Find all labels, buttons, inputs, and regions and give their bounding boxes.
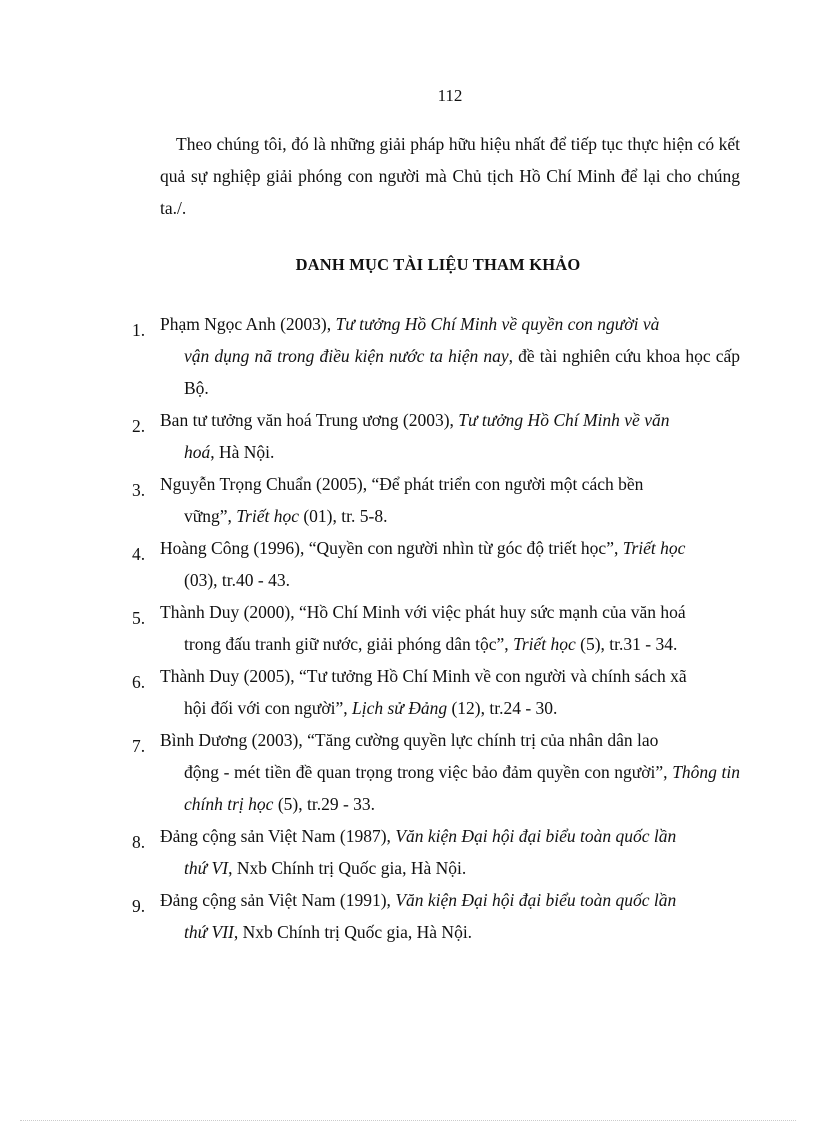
- reference-title-cont: hội đối với con người”,: [184, 698, 352, 718]
- reference-number: 2.: [132, 416, 146, 436]
- reference-source: (12), tr.24 - 30.: [447, 698, 558, 718]
- reference-number: 1.: [132, 320, 146, 340]
- reference-list: [132, 308, 740, 948]
- reference-journal: Triết học: [236, 506, 299, 526]
- reference-title: Văn kiện Đại hội đại biểu toàn quốc lần: [395, 826, 677, 846]
- reference-text: [160, 660, 740, 724]
- reference-number: 3.: [132, 480, 146, 500]
- reference-item: [132, 660, 740, 724]
- reference-text: [160, 468, 740, 532]
- reference-title-cont: hoá: [184, 442, 211, 462]
- reference-number: 6.: [132, 672, 146, 692]
- reference-source: , Nxb Chính trị Quốc gia, Hà Nội.: [233, 922, 473, 942]
- reference-text: [160, 820, 740, 884]
- reference-authors: Đảng cộng sản Việt Nam (1991),: [160, 890, 396, 910]
- reference-authors: Bình Dương (2003), “Tăng cường quyền lực chính trị của nhân dân lao: [160, 730, 659, 750]
- reference-title-cont: trong đấu tranh giữ nước, giải phóng dân tộc”,: [184, 634, 514, 654]
- reference-authors: Hoàng Công (1996), “Quyền con người nhìn từ góc độ triết học”,: [160, 538, 623, 558]
- reference-number: 4.: [132, 544, 146, 564]
- reference-item: [132, 884, 740, 948]
- reference-item: [132, 724, 740, 820]
- references-heading: DANH MỤC TÀI LIỆU THAM KHẢO: [295, 255, 581, 274]
- reference-title-cont: thứ VII: [184, 922, 234, 942]
- closing-paragraph-text: Theo chúng tôi, đó là những giải pháp hữu hiệu nhất để tiếp tục thực hiện có kết quả sự nghiệp giải phóng con người mà Chủ tịch Hồ Chí Minh để lại cho chúng ta./.: [160, 134, 740, 218]
- reference-source: (5), tr.31 - 34.: [575, 634, 678, 654]
- reference-source: (03), tr.40 - 43.: [184, 570, 290, 590]
- reference-source: , Hà Nội.: [210, 442, 275, 462]
- reference-title-cont: thứ VI: [184, 858, 229, 878]
- closing-paragraph: [160, 128, 740, 224]
- reference-journal: Thông tin chính trị học: [184, 762, 741, 814]
- reference-text: [160, 724, 740, 820]
- reference-item: [132, 468, 740, 532]
- page-bottom-border: [20, 1120, 796, 1121]
- reference-item: [132, 308, 740, 404]
- reference-title-cont: vận dụng nã trong điều kiện nước ta hiện nay: [184, 346, 509, 366]
- reference-item: [132, 404, 740, 468]
- reference-item: [132, 532, 740, 596]
- reference-authors: Phạm Ngọc Anh (2003),: [160, 314, 336, 334]
- reference-text: [160, 404, 740, 468]
- reference-title: Tư tưởng Hồ Chí Minh về quyền con người và: [335, 314, 660, 334]
- reference-text: [160, 596, 740, 660]
- reference-title-cont: động - mét tiền đề quan trọng trong việc bảo đảm quyền con người”,: [184, 762, 668, 782]
- reference-number: 8.: [132, 832, 146, 852]
- reference-journal: Triết học: [513, 634, 576, 654]
- reference-number: 7.: [132, 736, 146, 756]
- reference-journal: Triết học: [622, 538, 686, 558]
- reference-authors: Đảng cộng sản Việt Nam (1987),: [160, 826, 396, 846]
- reference-title: Tư tưởng Hồ Chí Minh về văn: [458, 410, 670, 430]
- reference-source: , đề tài nghiên cứu khoa học cấp Bộ.: [184, 346, 740, 398]
- reference-title-cont: vững”,: [184, 506, 237, 526]
- reference-item: [132, 596, 740, 660]
- reference-text: [160, 532, 740, 596]
- reference-authors: Thành Duy (2005), “Tư tưởng Hồ Chí Minh về con người và chính sách xã: [160, 666, 687, 686]
- reference-number: 5.: [132, 608, 146, 628]
- reference-source: (5), tr.29 - 33.: [273, 794, 376, 814]
- reference-text: [160, 884, 740, 948]
- reference-title: Văn kiện Đại hội đại biểu toàn quốc lần: [395, 890, 677, 910]
- reference-authors: Nguyễn Trọng Chuẩn (2005), “Để phát triển con người một cách bền: [160, 474, 644, 494]
- reference-number: 9.: [132, 896, 146, 916]
- reference-source: (01), tr. 5-8.: [298, 506, 388, 526]
- reference-text: [160, 308, 740, 404]
- reference-authors: Ban tư tưởng văn hoá Trung ương (2003),: [160, 410, 459, 430]
- reference-source: , Nxb Chính trị Quốc gia, Hà Nội.: [228, 858, 467, 878]
- reference-authors: Thành Duy (2000), “Hồ Chí Minh với việc phát huy sức mạnh của văn hoá: [160, 602, 686, 622]
- reference-journal: Lịch sử Đảng: [351, 698, 448, 718]
- reference-item: [132, 820, 740, 884]
- page-number: 112: [437, 86, 463, 105]
